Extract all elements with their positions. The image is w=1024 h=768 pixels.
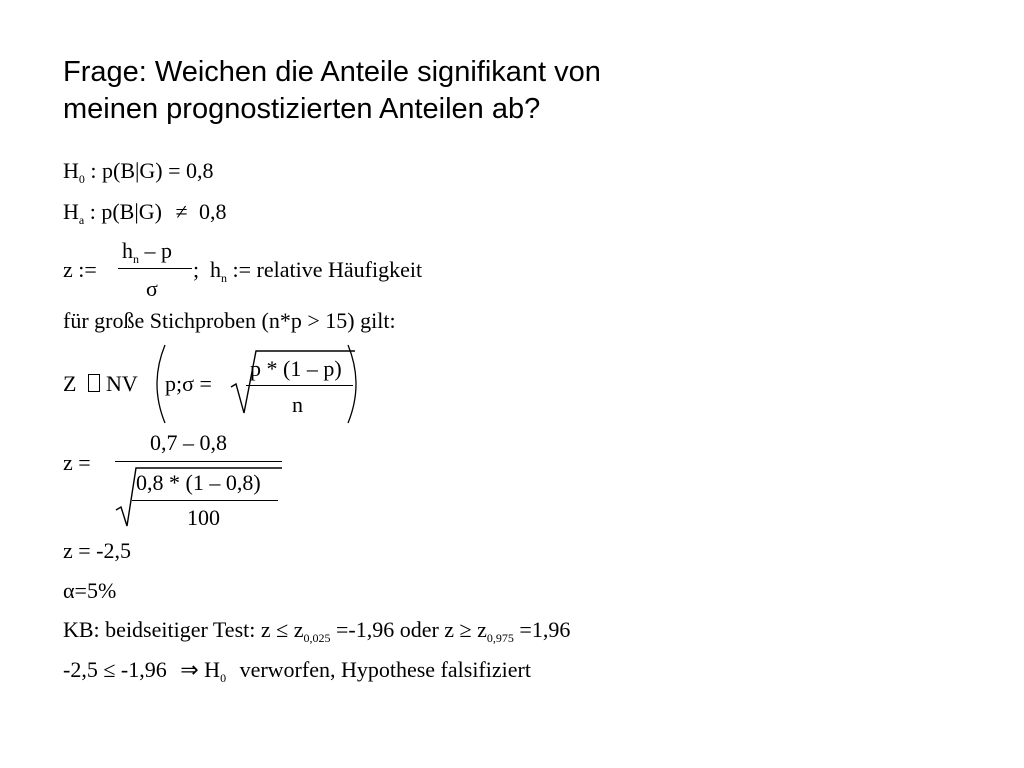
conclusion-h: H <box>204 657 221 682</box>
nv-args: p;σ = <box>165 371 212 396</box>
conclusion-h-sub: 0 <box>220 671 227 685</box>
nv-numerator: p * (1 – p) <box>250 356 342 381</box>
ha-subscript: a <box>78 213 85 227</box>
z-calc-inner-fraction-bar <box>132 500 278 501</box>
z-def-num-h: h <box>122 238 133 263</box>
z-calc-lhs: z = <box>63 450 91 475</box>
z-def-h: h <box>210 257 221 282</box>
kb-end: =1,96 <box>519 617 571 642</box>
missing-glyph-icon <box>88 374 100 392</box>
ha-colon: : <box>89 199 96 224</box>
ha-label: H <box>63 199 79 224</box>
z-def-h-text: := relative Häufigkeit <box>232 257 423 282</box>
slide-title <box>63 54 763 128</box>
z-def-num-rest: – p <box>144 238 172 263</box>
ha-value: 0,8 <box>199 199 227 224</box>
alpha-level <box>63 578 116 604</box>
z-def-h-sub: n <box>221 271 227 285</box>
z-def-lhs: z := <box>63 257 97 282</box>
z-def-fraction-bar <box>118 268 192 269</box>
large-sample-condition: für große Stichproben (n*p > 15) gilt: <box>63 308 396 333</box>
z-calc-inner-denominator: 100 <box>187 505 220 530</box>
kb-prefix: KB: beidseitiger Test: z ≤ z <box>63 617 304 642</box>
conclusion <box>63 657 531 686</box>
z-def-denominator: σ <box>146 276 158 301</box>
implies-arrow-icon: ⇒ <box>180 657 199 682</box>
title-line-2: meinen prognostizierten Anteilen ab? <box>63 93 541 125</box>
h0-label: H <box>63 158 79 183</box>
nv-fraction-bar <box>246 385 353 386</box>
z-def-numerator <box>122 238 172 267</box>
nv-denominator: n <box>292 392 303 417</box>
alpha-value: =5% <box>74 578 117 603</box>
right-paren-icon <box>344 343 368 425</box>
nv-label: NV <box>106 371 138 396</box>
alternative-hypothesis <box>63 199 227 228</box>
ha-expression: p(B|G) <box>101 199 162 224</box>
conclusion-end: verworfen, Hypothese falsifiziert <box>239 657 531 682</box>
critical-region <box>63 617 570 646</box>
h0-colon: : <box>90 158 97 183</box>
kb-subscript-upper: 0,975 <box>486 631 514 645</box>
title-line-1: Frage: Weichen die Anteile signifikant von <box>63 56 601 88</box>
z-calc-inner-numerator: 0,8 * (1 – 0,8) <box>136 470 261 495</box>
not-equal-sign: ≠ <box>175 199 188 224</box>
z-def-num-sub: n <box>133 252 139 266</box>
z-result: z = -2,5 <box>63 538 131 563</box>
z-def-semicolon: ; <box>193 257 200 282</box>
z-calc-numerator: 0,7 – 0,8 <box>150 430 227 455</box>
z-calc-fraction-bar <box>115 461 282 462</box>
h0-subscript: 0 <box>78 172 85 186</box>
z-def-h-definition <box>210 257 422 286</box>
kb-middle: =-1,96 oder z ≥ z <box>335 617 487 642</box>
h0-expression: p(B|G) = 0,8 <box>102 158 214 183</box>
conclusion-start: -2,5 ≤ -1,96 <box>63 657 167 682</box>
nv-lhs: Z <box>63 371 77 396</box>
alpha-symbol: α <box>63 578 75 603</box>
null-hypothesis <box>63 158 214 187</box>
kb-subscript-lower: 0,025 <box>303 631 331 645</box>
